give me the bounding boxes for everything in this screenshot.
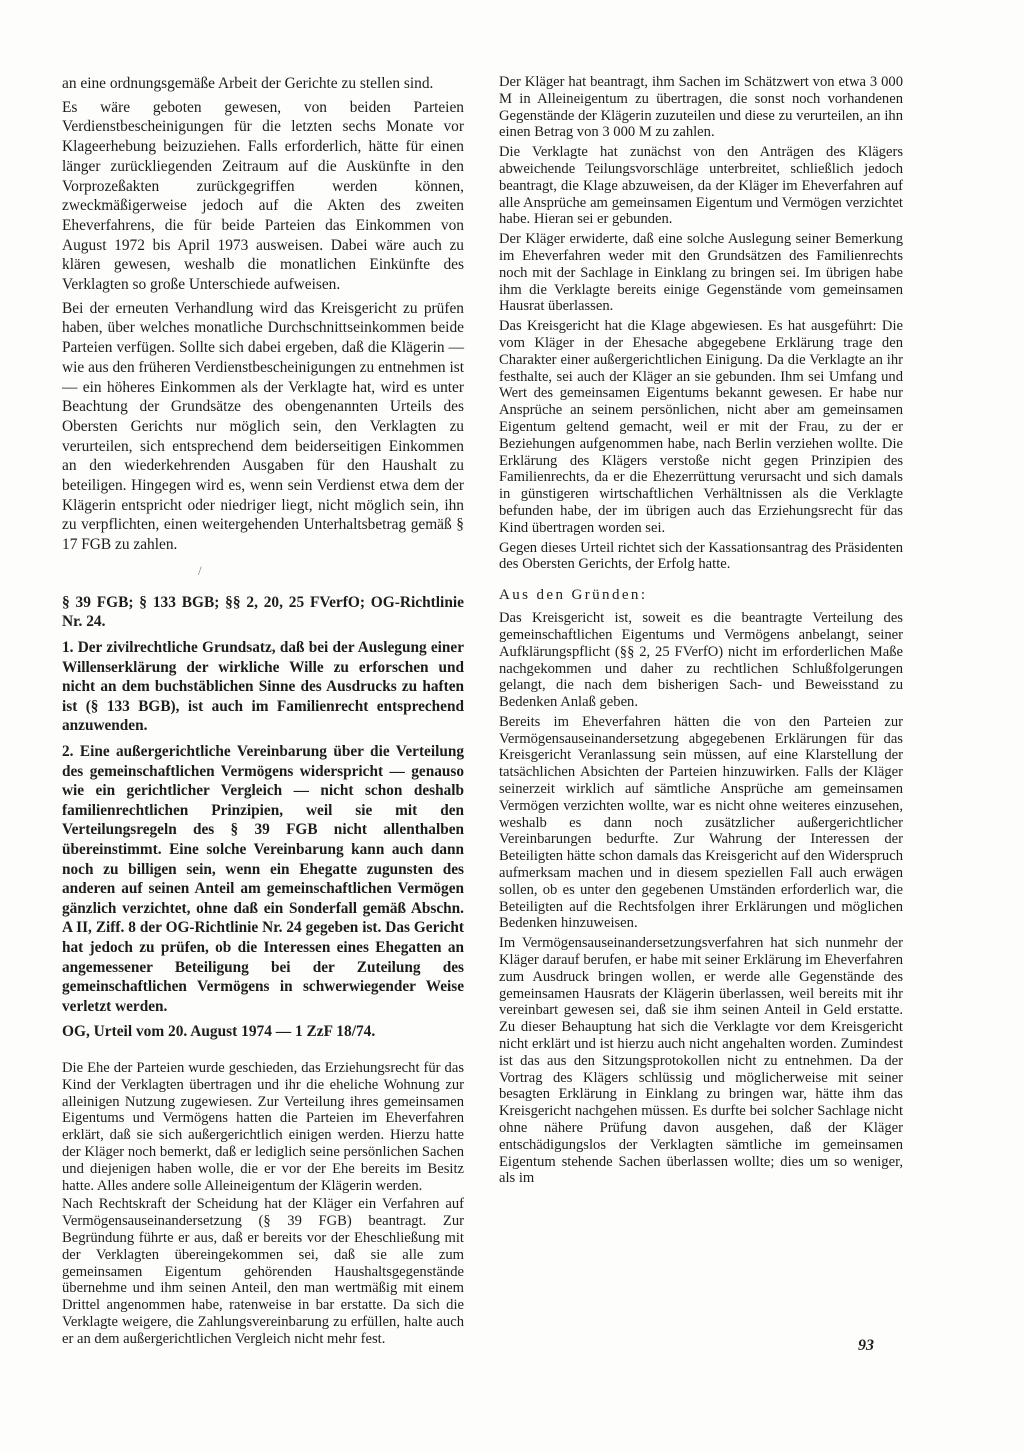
leitsatz-2: 2. Eine außergerichtliche Vereinbarung über die Verteilung des gemeinschaftlichen Vermögens widerspricht — genauso wie ein gerichtlicher Vergleich — nicht schon deshalb familienrechtlichen Prinzipien, weil sie mit den Verteilungsregeln des § 39 FGB nicht allenthalben übereinstimmt. Eine solche Vereinbarung kann auch dann noch zu billigen sein, wenn ein Ehegatte zugunsten des anderen auf seinen Anteil am gemeinschaftlichen Vermögen gänzlich verzichtet, ohne daß ein Sonderfall gemäß Abschn. A II, Ziff. 8 der OG-Richtlinie Nr. 24 gegeben ist. Das Gericht hat jedoch zu prüfen, ob die Interessen eines Ehegatten an angemessener Beteiligung bei der Zuteilung des gemeinschaftlichen Vermögens in schwerwiegender Weise verletzt werden. (62, 743, 464, 1015)
page-number: 93 (858, 1337, 874, 1354)
paragraph: Das Kreisgericht hat die Klage abgewiesen. Es hat ausgeführt: Die vom Kläger in der Ehesache abgegebene Erklärung trage den Charakter einer außergerichtlichen Einigung. Da die Verklagte an ihr festhalte, sei auch der Kläger an sie gebunden. Ihm sei Umfang und Wert des gemeinsamen Eigentums bekannt gewesen. Er habe nur Ansprüche an seinem persönlichen, nicht aber am gemeinsamen Eigentum geltend gemacht, weil er mit der Frau, zu der er Beziehungen aufgenommen habe, nach Berlin verziehen wollte. Die Erklärung des Klägers verstoße nicht gegen Prinzipien des Familienrechts, da er die Ehezerrüttung verursacht und sich damals in günstigeren wirtschaftlichen Verhältnissen als die Verklagte befunden habe, der im übrigen auch das Erziehungsrecht für das Kind übertragen worden sei. (499, 318, 903, 536)
paragraph: Die Verklagte hat zunächst von den Anträgen des Klägers abweichende Teilungsvorschläge unterbreitet, schließlich jedoch beantragt, die Klage abzuweisen, da der Kläger im Eheverfahren auf alle Ansprüche am gemeinsamen Eigentum und Vermögen verzichtet habe. Hieran sei er gebunden. (499, 144, 903, 228)
paragraph: Es wäre geboten gewesen, von beiden Parteien Verdienstbescheinigungen für die letzten sechs Monate vor Klageerhebung beizuziehen. Falls erforderlich, hätte für einen länger zurückliegenden Zeitraum auf die Auskünfte in den Vorprozeßakten zurückgegriffen werden können, zweckmäßigerweise jedoch auf die Akten des zweiten Eheverfahrens, die für beide Parteien das Einkommen von August 1972 bis April 1973 ausweisen. Dabei wäre auch zu klären gewesen, weshalb die monatlichen Einkünfte des Verklagten so große Unterschiede aufweisen. (62, 98, 464, 294)
paragraph: Im Vermögensauseinandersetzungsverfahren hat sich nunmehr der Kläger darauf berufen, er habe mit seiner Erklärung im Eheverfahren zum Ausdruck bringen wollen, er werde alle Gegenstände des gemeinsamen Hausrats der Klägerin überlassen, weil bereits mit ihr vereinbart gewesen sei, daß sie ihm seinen Anteil in Geld erstatte. Zu dieser Behauptung hat sich die Verklagte vor dem Kreisgericht nicht erklärt und ist hierzu auch nicht angehalten worden. Zumindest ist das aus den Sitzungsprotokollen nicht zu entnehmen. Da der Vortrag des Klägers schlüssig und möglicherweise mit seiner besagten Erklärung in Einklang zu bringen war, hätte ihm das Kreisgericht nachgehen müssen. Es durfte bei solcher Sachlage nicht ohne nähere Prüfung davon ausgehen, daß der Kläger entschädigungslos der Verklagten sämtliche im gemeinsamen Eigentum stehende Sachen überlassen wollte; dies um so weniger, als im (499, 935, 903, 1187)
paragraph: Der Kläger hat beantragt, ihm Sachen im Schätzwert von etwa 3 000 M in Alleineigentum zu übertragen, die sonst noch vorhandenen Gegenstände der Klägerin zuzuteilen und diese zu verurteilen, an ihn einen Betrag von 3 000 M zu zahlen. (499, 74, 903, 141)
paragraph: Bereits im Eheverfahren hätten die von den Parteien zur Vermögensauseinandersetzung abgegebenen Erklärungen für das Kreisgericht Veranlassung sein müssen, auf eine Klarstellung der tatsächlichen Absichten der Parteien hinzuwirken. Falls der Kläger seinerzeit wirklich auf sämtliche Ansprüche am gemeinsamen Vermögen verzichten wollte, war es nicht ohne weiteres einzusehen, weshalb es dann noch zusätzlicher außergerichtlicher Vereinbarungen bedurfte. Zur Wahrung der Interessen der Beteiligten hätte schon damals das Kreisgericht auf den Widerspruch aufmerksam machen und in diesem speziellen Fall auch erwägen sollen, ob es unter den gegebenen Umständen erforderlich war, die Beteiligten auf die Rechtsfolgen ihrer Erklärungen und möglichen Bedenken hinzuweisen. (499, 713, 903, 932)
paragraph: an eine ordnungsgemäße Arbeit der Gerichte zu stellen sind. (62, 75, 434, 92)
right-column (499, 74, 903, 1190)
paragraph: Das Kreisgericht ist, soweit es die beantragte Verteilung des gemeinschaftlichen Eigentums und Vermögens anbelangt, seiner Aufklärungspflicht (§§ 2, 25 FVerfO) nicht im erforderlichen Maße nachgekommen und daher zu rechtlichen Schlußfolgerungen gelangt, die nach dem bisherigen Sach- und Beweisstand zu Bedenken Anlaß geben. (499, 610, 903, 711)
paragraph: Bei der erneuten Verhandlung wird das Kreisgericht zu prüfen haben, über welches monatliche Durchschnittseinkommen beide Parteien verfügen. Sollte sich dabei ergeben, daß die Klägerin — wie aus den früheren Verdienstbescheinigungen zu entnehmen ist — ein höheres Einkommen als der Verklagte hat, wird es unter Beachtung der Grundsätze des obengenannten Urteils des Obersten Gerichts nur möglich sein, den Verklagten zu verurteilen, sich entsprechend dem beiderseitigen Einkommen an den wiederkehrenden Ausgaben für den Haushalt zu beteiligen. Hingegen wird es, wenn sein Verdienst etwa dem der Klägerin entspricht oder niedriger liegt, nicht möglich sein, ihn zu verpflichten, einen weitergehenden Unterhaltsbetrag gemäß § 17 FGB zu zahlen. (62, 299, 464, 554)
facts-text (62, 1060, 464, 1348)
left-intro-text (62, 74, 464, 555)
paragraph: Gegen dieses Urteil richtet sich der Kassationsantrag des Präsidenten des Obersten Gerichts, der Erfolg hatte. (499, 539, 903, 573)
leitsaetze (62, 638, 464, 1016)
leitsatz-1: 1. Der zivilrechtliche Grundsatz, daß bei der Auslegung einer Willenserklärung der wirkliche Wille zu erforschen und nicht an dem buchstäblichen Sinne des Ausdrucks zu haften ist (§ 133 BGB), ist auch im Familienrecht entsprechend anzuwenden. (62, 639, 464, 735)
section-separator (62, 559, 464, 593)
reasons-heading: Aus den Gründen: (499, 587, 648, 604)
paragraph: Die Ehe der Parteien wurde geschieden, das Erziehungsrecht für das Kind der Verklagten übertragen und ihr die eheliche Wohnung zur alleinigen Nutzung zugewiesen. Zur Verteilung ihres gemeinsamen Eigentums und Vermögens hatten die Parteien im Eheverfahren erklärt, daß sie sich außergerichtlich einigen werden. Hierzu hatte der Kläger noch bemerkt, daß er lediglich seine persönlichen Sachen und diejenigen haben wolle, die er vor der Ehe bereits im Besitz hatte. Alles andere solle Alleineigentum der Klägerin werden. (62, 1059, 464, 1194)
norms-heading: § 39 FGB; § 133 BGB; §§ 2, 20, 25 FVerfO; OG-Richtlinie Nr. 24. (62, 593, 464, 631)
separator-mark: / (198, 562, 202, 578)
court-decision-line: OG, Urteil vom 20. August 1974 — 1 ZzF 18/74. (62, 1023, 376, 1041)
paragraph: Der Kläger erwiderte, daß eine solche Auslegung seiner Bemerkung im Eheverfahren weder mit den Grundsätzen des Familienrechts noch mit der Sachlage in Einklang zu bringen sei. Im übrigen habe ihm die Verklagte bereits einige Gegenstände vom gemeinsamen Hausrat überlassen. (499, 231, 903, 315)
left-column (62, 74, 464, 1349)
paragraph: Nach Rechtskraft der Scheidung hat der Kläger ein Verfahren auf Vermögensauseinandersetzung (§ 39 FGB) beantragt. Zur Begründung führte er aus, daß er bereits vor der Eheschließung mit der Verklagten übereingekommen sei, daß sie alle zum gemeinsamen Eigentum gehörenden Haushaltsgegenstände übernehme und ihm seinen Anteil, den man wertmäßig mit einem Drittel angenommen habe, ratenweise in bar erstatte. Da sich die Verklagte weigere, die Zahlungsvereinbarung zu erfüllen, halte auch er an dem außergerichtlichen Vergleich nicht mehr fest. (62, 1196, 464, 1347)
